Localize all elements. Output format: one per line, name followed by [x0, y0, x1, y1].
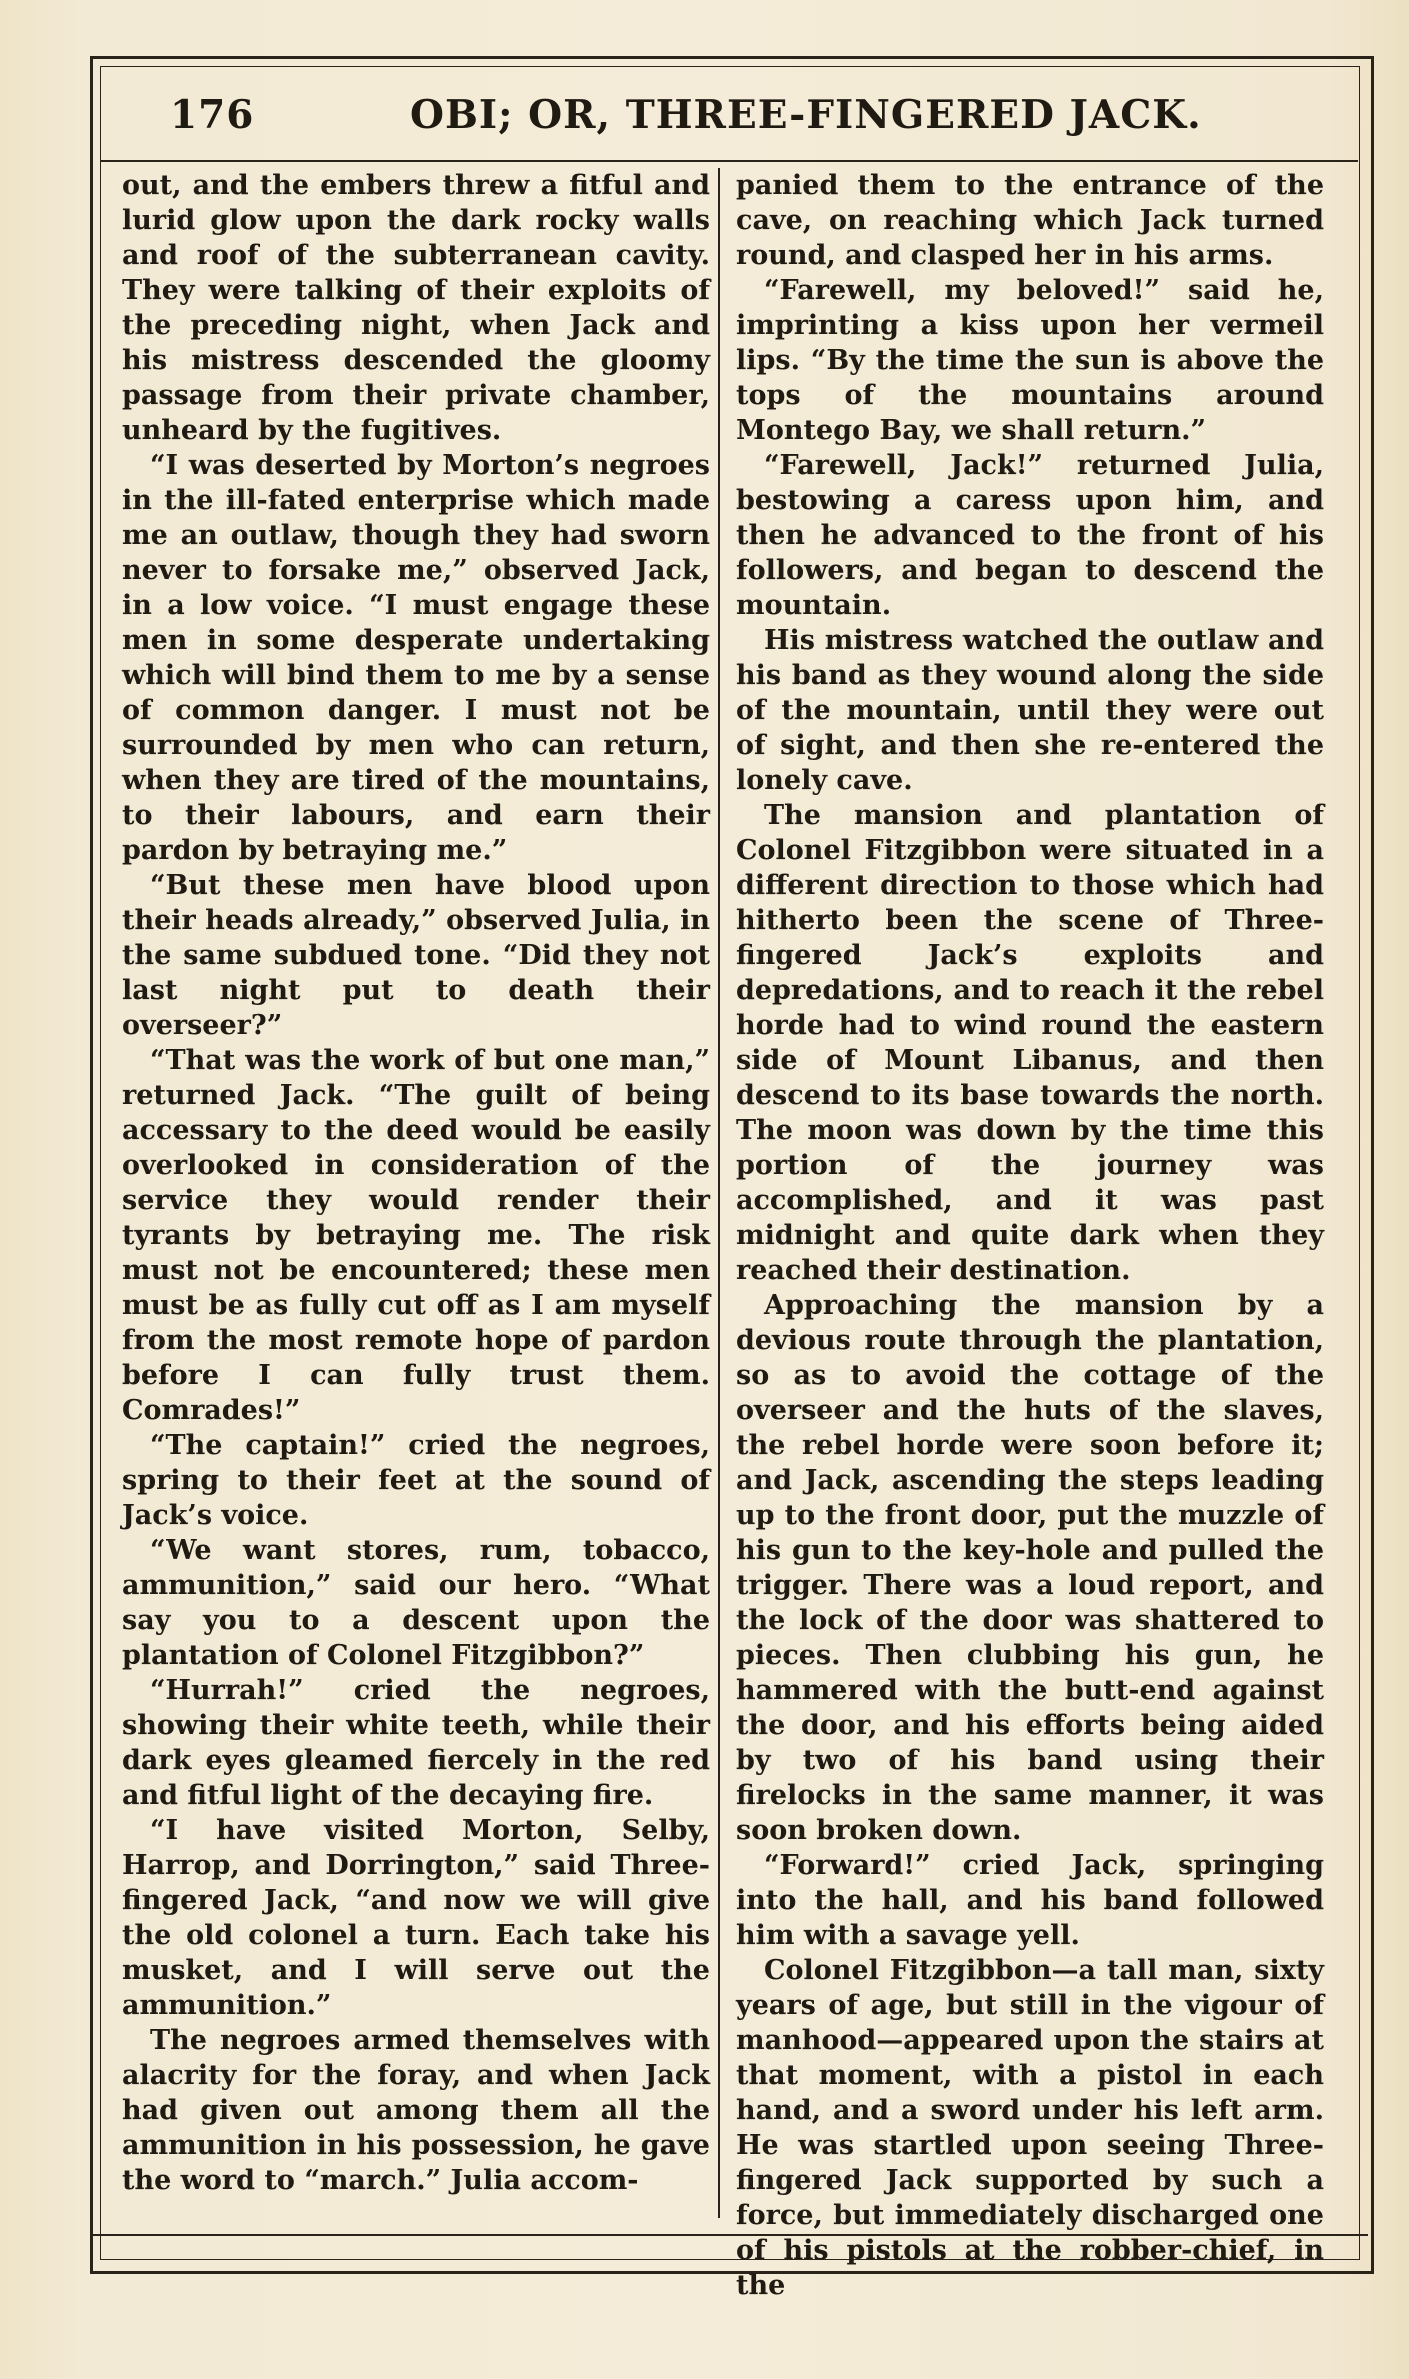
running-header — [100, 78, 1358, 162]
paragraph: “Farewell, my beloved!” said he, imprinting a kiss upon her vermeil lips. “By the time the sun is above the tops of the mountains around Montego Bay, we shall return.” — [736, 275, 1324, 446]
paragraph: The mansion and plantation of Colonel Fitzgibbon were situated in a different direction to those which had hitherto been the scene of Three-fingered Jack’s exploits and depredations, and to reach it the rebel horde had to wind round the eastern side of Mount Libanus, and then descend to its base towards the north. The moon was down by the time this portion of the journey was accomplished, and it was past midnight and quite dark when they reached their destination. — [736, 800, 1324, 1286]
page-number: 176 — [170, 92, 255, 138]
paragraph: His mistress watched the outlaw and his band as they wound along the side of the mountain, until they were out of sight, and then she re-entered the lonely cave. — [736, 625, 1324, 796]
running-title: OBI; OR, THREE-FINGERED JACK. — [410, 92, 1202, 138]
paragraph: The negroes armed themselves with alacrity for the foray, and when Jack had given out among them all the ammunition in his possession, he gave the word to “march.” Julia accom- — [122, 2025, 710, 2196]
paragraph: Colonel Fitzgibbon—a tall man, sixty years of age, but still in the vigour of manhood—appeared upon the stairs at that moment, with a pistol in each hand, and a sword under his left arm. He was startled upon seeing Three-fingered Jack supported by such a force, but immediately discharged one of his pistols at the robber-chief, in the — [736, 1955, 1324, 2301]
paragraph: Approaching the mansion by a devious route through the plantation, so as to avoid the cottage of the overseer and the huts of the slaves, the rebel horde were soon before it; and Jack, ascending the steps leading up to the front door, put the muzzle of his gun to the key-hole and pulled the trigger. There was a loud report, and the lock of the door was shattered to pieces. Then clubbing his gun, he hammered with the butt-end against the door, and his efforts being aided by two of his band using their firelocks in the same manner, it was soon broken down. — [736, 1290, 1324, 1846]
paragraph: “I have visited Morton, Selby, Harrop, and Dorrington,” said Three-fingered Jack, “and now we will give the old colonel a turn. Each take his musket, and I will serve out the ammunition.” — [122, 1815, 710, 2021]
column-divider — [718, 168, 720, 2218]
paragraph: panied them to the entrance of the cave, on reaching which Jack turned round, and clasped her in his arms. — [736, 170, 1324, 271]
paragraph: “But these men have blood upon their heads already,” observed Julia, in the same subdued tone. “Did they not last night put to death their overseer?” — [122, 870, 710, 1041]
paragraph: “That was the work of but one man,” returned Jack. “The guilt of being accessary to the deed would be easily overlooked in consideration of the service they would render their tyrants by betraying me. The risk must not be encountered; these men must be as fully cut off as I am myself from the most remote hope of pardon before I can fully trust them. Comrades!” — [122, 1045, 710, 1426]
paragraph: “Farewell, Jack!” returned Julia, bestowing a caress upon him, and then he advanced to the front of his followers, and began to descend the mountain. — [736, 450, 1324, 621]
paragraph: “I was deserted by Morton’s negroes in the ill-fated enterprise which made me an outlaw, though they had sworn never to forsake me,” observed Jack, in a low voice. “I must engage these men in some desperate undertaking which will bind them to me by a sense of common danger. I must not be surrounded by men who can return, when they are tired of the mountains, to their labours, and earn their pardon by betraying me.” — [122, 450, 710, 866]
paragraph: “Hurrah!” cried the negroes, showing their white teeth, while their dark eyes gleamed fiercely in the red and fitful light of the decaying fire. — [122, 1675, 710, 1811]
paragraph: “Forward!” cried Jack, springing into the hall, and his band followed him with a savage yell. — [736, 1850, 1324, 1951]
paragraph: “We want stores, rum, tobacco, ammunition,” said our hero. “What say you to a descent upon the plantation of Colonel Fitzgibbon?” — [122, 1535, 710, 1671]
paragraph: out, and the embers threw a fitful and lurid glow upon the dark rocky walls and roof of the subterranean cavity. They were talking of their exploits of the preceding night, when Jack and his mistress descended the gloomy passage from their private chamber, unheard by the fugitives. — [122, 170, 710, 446]
bottom-rule — [90, 2234, 1368, 2236]
left-column — [122, 168, 710, 2198]
right-column — [736, 168, 1324, 2303]
paragraph: “The captain!” cried the negroes, spring to their feet at the sound of Jack’s voice. — [122, 1430, 710, 1531]
